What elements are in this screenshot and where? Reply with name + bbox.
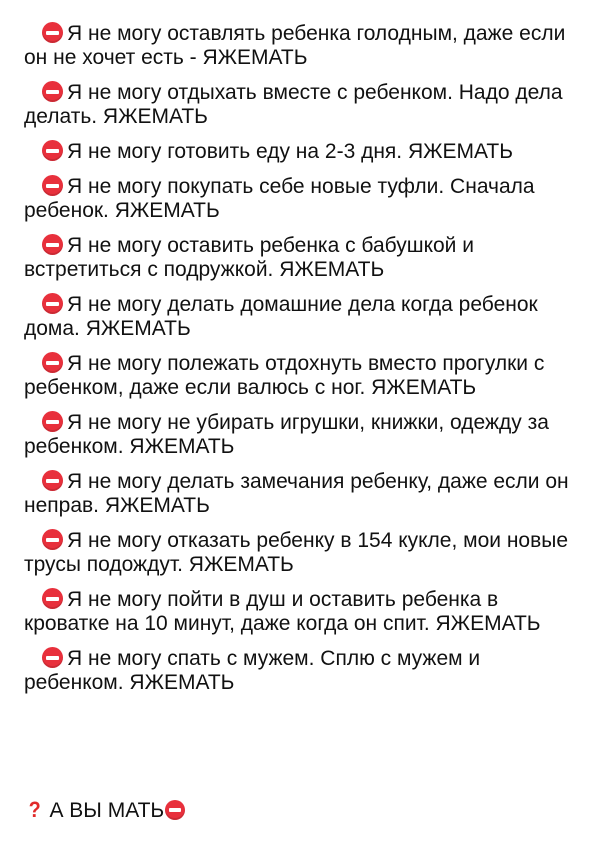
no-entry-icon bbox=[42, 175, 63, 196]
statement-item bbox=[24, 411, 576, 459]
statement-item bbox=[24, 352, 576, 400]
statement-text: Я не могу полежать отдохнуть вместо прогулки с ребенком, даже если валюсь с ног. ЯЖЕМАТЬ bbox=[24, 352, 545, 399]
no-entry-icon bbox=[42, 22, 63, 43]
statement-item bbox=[24, 529, 576, 577]
no-entry-icon bbox=[42, 470, 63, 491]
statement-text: Я не могу делать замечания ребенку, даже если он неправ. ЯЖЕМАТЬ bbox=[24, 470, 569, 517]
no-entry-icon bbox=[42, 81, 63, 102]
no-entry-icon bbox=[165, 800, 185, 820]
no-entry-icon bbox=[42, 411, 63, 432]
statement-text: Я не могу оставить ребенка с бабушкой и встретиться с подружкой. ЯЖЕМАТЬ bbox=[24, 234, 474, 281]
no-entry-icon bbox=[42, 529, 63, 550]
no-entry-icon bbox=[42, 588, 63, 609]
footer-line bbox=[28, 798, 185, 823]
statement-text: Я не могу не убирать игрушки, книжки, одежду за ребенком. ЯЖЕМАТЬ bbox=[24, 411, 549, 458]
statement-item bbox=[24, 22, 576, 70]
no-entry-icon bbox=[42, 647, 63, 668]
no-entry-icon bbox=[42, 234, 63, 255]
statement-item bbox=[24, 647, 576, 695]
statement-item bbox=[24, 81, 576, 129]
statement-text: Я не могу оставлять ребенка голодным, даже если он не хочет есть - ЯЖЕМАТЬ bbox=[24, 22, 566, 69]
statement-item bbox=[24, 140, 576, 164]
statement-text: Я не могу готовить еду на 2-3 дня. ЯЖЕМАТЬ bbox=[67, 140, 514, 163]
statement-item bbox=[24, 234, 576, 282]
footer-text: А ВЫ МАТЬ bbox=[49, 799, 165, 822]
statement-text: Я не могу отдыхать вместе с ребенком. Надо дела делать. ЯЖЕМАТЬ bbox=[24, 81, 563, 128]
no-entry-icon bbox=[42, 293, 63, 314]
statement-text: Я не могу спать с мужем. Сплю с мужем и ребенком. ЯЖЕМАТЬ bbox=[24, 647, 481, 694]
statement-list bbox=[24, 22, 576, 695]
statement-text: Я не могу пойти в душ и оставить ребенка в кроватке на 10 минут, даже когда он спит. ЯЖЕМАТЬ bbox=[24, 588, 541, 635]
statement-text: Я не могу отказать ребенку в 154 кукле, мои новые трусы подождут. ЯЖЕМАТЬ bbox=[24, 529, 569, 576]
statement-item bbox=[24, 588, 576, 636]
statement-item bbox=[24, 470, 576, 518]
no-entry-icon bbox=[42, 352, 63, 373]
statement-text: Я не могу делать домашние дела когда ребенок дома. ЯЖЕМАТЬ bbox=[24, 293, 538, 340]
statement-item bbox=[24, 293, 576, 341]
statement-text: Я не могу покупать себе новые туфли. Сначала ребенок. ЯЖЕМАТЬ bbox=[24, 175, 535, 222]
no-entry-icon bbox=[42, 140, 63, 161]
question-mark-icon: ? bbox=[28, 797, 41, 822]
statement-item bbox=[24, 175, 576, 223]
